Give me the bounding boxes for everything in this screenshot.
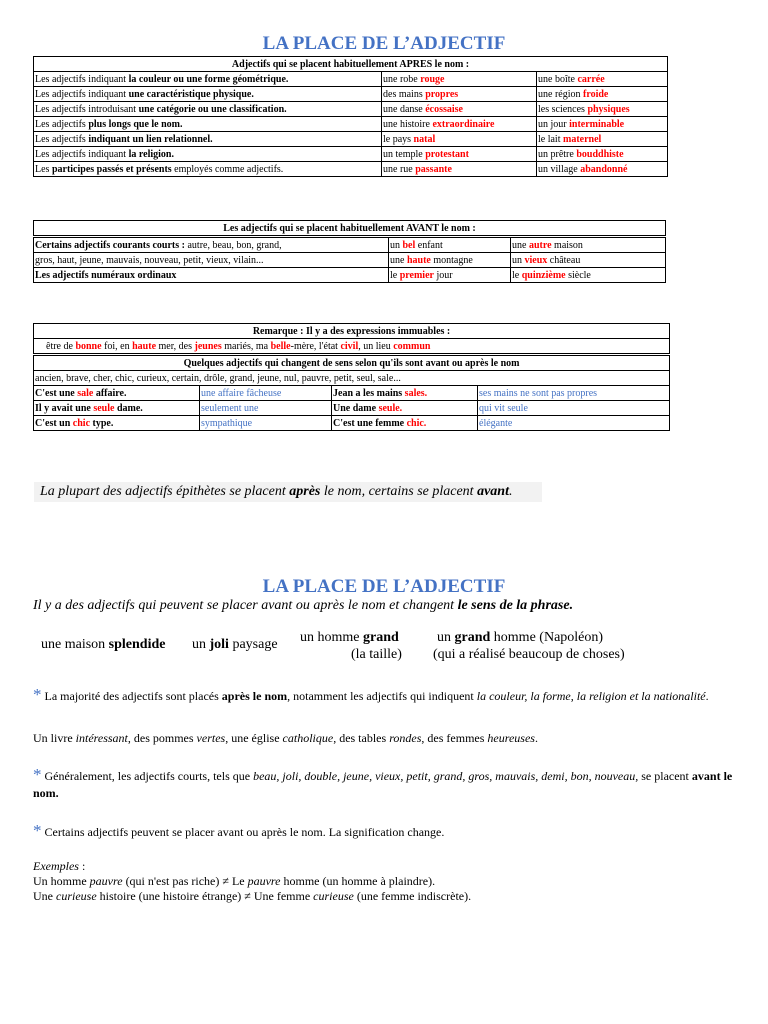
example-cell: [389, 253, 511, 268]
table-row: [34, 162, 668, 177]
example-cell: [511, 237, 666, 253]
sentence-cell: [332, 386, 478, 401]
expr-text: foi, en: [101, 340, 133, 352]
note-bold: après: [289, 484, 321, 499]
table-row: [34, 371, 670, 386]
table-row: [34, 253, 666, 268]
expr-adjective: commun: [393, 340, 431, 352]
para-text: (une femme indiscrète).: [353, 889, 472, 903]
exemple-line-1: [33, 874, 738, 889]
example-noun: une boîte: [538, 73, 578, 85]
example-line: [300, 629, 402, 646]
table-apres: [33, 56, 668, 177]
table-row: [34, 416, 670, 431]
para-text: .: [534, 731, 538, 745]
example-maison: [41, 637, 165, 653]
example-noun: maison: [551, 239, 583, 251]
para-text: , notamment les adjectifs qui indiquent: [287, 689, 477, 703]
para-italic: pauvre: [89, 874, 123, 888]
para-italic: heureuses: [487, 731, 535, 745]
example-cell: [537, 102, 668, 117]
example-noun: un prêtre: [538, 148, 577, 160]
table-row: [34, 117, 668, 132]
example-gloss: (qui a réalisé beaucoup de choses): [433, 647, 625, 662]
meaning-cell: élégante: [478, 416, 670, 431]
rule-bold: Certains adjectifs courants courts :: [35, 239, 185, 251]
sentence-cell: [332, 416, 478, 431]
example-noun: une robe: [383, 73, 421, 85]
page-title-top: LA PLACE DE L’ADJECTIF: [262, 33, 506, 54]
table-row: [34, 401, 670, 416]
rule-cell: [34, 253, 389, 268]
expr-adjective: civil: [340, 340, 359, 352]
asterisk-icon: *: [33, 821, 42, 840]
rule-paragraph-3: [33, 822, 738, 841]
para-text: histoire (une histoire étrange) ≠ Une femme: [96, 889, 314, 903]
exemples-block: [33, 859, 738, 904]
para-text: , une église: [225, 731, 283, 745]
example-noun: une région: [538, 88, 583, 100]
rule-bold: plus longs que le nom.: [88, 118, 183, 130]
expr-adjective: belle: [270, 340, 291, 352]
example-adjective: natal: [413, 133, 436, 145]
table-header: Les adjectifs qui se placent habituellement AVANT le nom :: [34, 221, 666, 237]
example-cell: [511, 253, 666, 268]
example-adjective: physiques: [587, 103, 630, 115]
sentence-text: affaire.: [93, 387, 127, 399]
para-bold: après le nom: [221, 689, 288, 703]
expressions-cell: [34, 339, 670, 355]
example-noun: un village: [538, 163, 581, 175]
table-row: [34, 268, 666, 283]
expr-adjective: haute: [132, 340, 157, 352]
example-noun: jour: [433, 269, 453, 281]
para-italic: pauvre: [247, 874, 281, 888]
para-text: Un homme: [33, 874, 90, 888]
rule-text: Les adjectifs indiquant: [35, 148, 129, 160]
example-article: un: [390, 239, 403, 251]
intro-text: Il y a des adjectifs qui peuvent se placer avant ou après le nom et changent: [33, 598, 458, 613]
para-text: , des tables: [333, 731, 390, 745]
example-adjective: carrée: [577, 73, 605, 85]
para-text: , des pommes: [127, 731, 197, 745]
table-remarque: [33, 323, 670, 431]
table-header-row: [34, 355, 670, 371]
rule-text: Les adjectifs indiquant: [35, 73, 129, 85]
rule-cell: [34, 87, 382, 102]
example-adjective: abandonné: [580, 163, 628, 175]
asterisk-icon: *: [33, 765, 42, 784]
example-noun: les sciences: [538, 103, 588, 115]
example-text: un homme: [300, 630, 363, 645]
para-italic: curieuse: [56, 889, 97, 903]
example-cell: [382, 102, 537, 117]
sens-list: ancien, brave, cher, chic, curieux, certain, drôle, grand, jeune, nul, pauvre, petit, seul, sale...: [34, 371, 670, 386]
sentence-cell: [34, 386, 200, 401]
intro-sentence: [33, 598, 573, 614]
para-text: .: [705, 689, 709, 703]
expr-text: , un lieu: [358, 340, 394, 352]
example-article: un: [512, 254, 525, 266]
example-noun: un jour: [538, 118, 570, 130]
example-line: [433, 629, 625, 646]
para-italic: curieuse: [313, 889, 354, 903]
example-adjective: autre: [528, 239, 552, 251]
intro-bold: le sens de la phrase.: [457, 598, 574, 613]
rule-text: autre, beau, bon, grand,: [184, 239, 282, 251]
table-row: [34, 237, 666, 253]
table-row: [34, 339, 670, 355]
example-adjective: rouge: [420, 73, 445, 85]
example-adjective: propres: [425, 88, 459, 100]
example-text: paysage: [228, 637, 278, 652]
sentence-adjective: sale: [77, 387, 94, 399]
expr-text: mer, des: [156, 340, 195, 352]
example-homme-grand: [300, 629, 402, 663]
note-text: le nom, certains se placent: [320, 484, 478, 499]
sentence-cell: [332, 401, 478, 416]
rule-text-end: employés comme adjectifs.: [171, 163, 284, 175]
sentence-text: dame.: [114, 402, 143, 414]
rule-paragraph-2: [33, 766, 738, 802]
para-text: se placent: [638, 769, 692, 783]
example-adjective: passante: [415, 163, 452, 175]
rule-cell: [34, 132, 382, 147]
example-noun: le lait: [538, 133, 563, 145]
example-cell: [382, 162, 537, 177]
para-italic: beau, joli, double, jeune, vieux, petit, grand, gros, mauvais, demi, bon, nouveau,: [253, 769, 639, 783]
sentence-cell: [34, 401, 200, 416]
example-adjective: protestant: [425, 148, 469, 160]
example-cell: [389, 237, 511, 253]
sentence-adjective: chic.: [406, 417, 427, 429]
para-text: homme (un homme à plaindre).: [280, 874, 436, 888]
para-text: Certains adjectifs peuvent se placer avant ou après le nom. La signification change.: [41, 825, 445, 839]
expr-text: mariés, ma: [221, 340, 271, 352]
sentence-text: Jean a les mains: [333, 387, 405, 399]
sentence-adjective: sales.: [404, 387, 428, 399]
example-adjective: froide: [583, 88, 609, 100]
sentence-text: Une dame: [333, 402, 379, 414]
rule-bold: Les adjectifs numéraux ordinaux: [35, 269, 177, 281]
para-text: Généralement, les adjectifs courts, tels que: [41, 769, 254, 783]
example-cell: [537, 87, 668, 102]
example-text: homme (Napoléon): [490, 630, 604, 645]
meaning-cell: qui vit seule: [478, 401, 670, 416]
rule-bold: indiquant un lien relationnel.: [88, 133, 213, 145]
example-noun: des mains: [383, 88, 426, 100]
example-paysage: [192, 637, 278, 653]
example-cell: [382, 117, 537, 132]
exemples-label: Exemples: [33, 859, 79, 873]
expr-adjective: jeunes: [194, 340, 222, 352]
table-avant: [33, 220, 666, 283]
table-row: [34, 72, 668, 87]
rule-text: gros, haut, jeune, mauvais, nouveau, petit, vieux, vilain...: [35, 254, 264, 266]
example-bold: splendide: [108, 637, 166, 652]
meaning-cell: sympathique: [200, 416, 332, 431]
para-text: Un livre: [33, 731, 76, 745]
example-cell: [382, 132, 537, 147]
example-gloss: (la taille): [351, 647, 402, 662]
rule-1-example: [33, 730, 738, 747]
exemples-colon: :: [78, 859, 86, 873]
table-row: [34, 147, 668, 162]
example-adjective: premier: [399, 269, 434, 281]
rule-text: Les adjectifs introduisant: [35, 103, 139, 115]
example-article: une: [390, 254, 407, 266]
rule-bold: participes passés et présents: [51, 163, 172, 175]
example-bold: joli: [209, 637, 229, 652]
example-grand-homme: [433, 629, 625, 663]
para-italic: vertes: [196, 731, 226, 745]
para-text: La majorité des adjectifs sont placés: [41, 689, 222, 703]
example-bold: grand: [454, 630, 491, 645]
sentence-text: Il y avait une: [35, 402, 94, 414]
para-italic: rondes: [389, 731, 422, 745]
sentence-text: type.: [90, 417, 114, 429]
sentence-cell: [34, 416, 200, 431]
rule-cell: [34, 162, 382, 177]
example-adjective: maternel: [563, 133, 602, 145]
rule-text: Les adjectifs indiquant: [35, 88, 129, 100]
expr-adjective: bonne: [75, 340, 102, 352]
rule-text: Les: [35, 163, 52, 175]
exemples-label-line: [33, 859, 738, 874]
meaning-cell: ses mains ne sont pas propres: [478, 386, 670, 401]
para-text: Une: [33, 889, 56, 903]
example-noun: une danse: [383, 103, 426, 115]
example-bold: grand: [363, 630, 399, 645]
sentence-adjective: seule: [93, 402, 115, 414]
rule-cell: [34, 102, 382, 117]
example-adjective: écossaise: [425, 103, 463, 115]
rule-cell: [34, 72, 382, 87]
example-adjective: bouddhiste: [576, 148, 624, 160]
example-noun: château: [547, 254, 581, 266]
para-italic: catholique: [282, 731, 334, 745]
example-cell: [511, 268, 666, 283]
example-article: une: [512, 239, 529, 251]
example-text: un: [192, 637, 210, 652]
rule-text: Les adjectifs: [35, 118, 89, 130]
exemple-line-2: [33, 889, 738, 904]
para-text: , des femmes: [421, 731, 488, 745]
rule-bold: une catégorie ou une classification.: [138, 103, 287, 115]
rule-cell: [34, 268, 389, 283]
example-noun: siècle: [565, 269, 591, 281]
rule-cell: [34, 147, 382, 162]
example-cell: [382, 147, 537, 162]
table-header-row: [34, 57, 668, 72]
sentence-text: C'est une femme: [333, 417, 407, 429]
example-adjective: bel: [402, 239, 416, 251]
rule-bold: la couleur ou une forme géométrique.: [128, 73, 289, 85]
page-title-bottom: LA PLACE DE L’ADJECTIF: [262, 576, 506, 597]
sens-header: Quelques adjectifs qui changent de sens selon qu'ils sont avant ou après le nom: [34, 355, 670, 371]
example-article: le: [512, 269, 522, 281]
rule-cell: [34, 237, 389, 253]
example-noun: un temple: [383, 148, 426, 160]
example-cell: [537, 147, 668, 162]
asterisk-icon: *: [33, 685, 42, 704]
sentence-adjective: seule.: [378, 402, 403, 414]
expr-text: -mère, l'état: [290, 340, 341, 352]
meaning-cell: seulement une: [200, 401, 332, 416]
para-bold: avant le nom.: [33, 769, 733, 800]
sentence-text: C'est une: [35, 387, 78, 399]
table-row: [34, 87, 668, 102]
rule-bold: une caractéristique physique.: [128, 88, 254, 100]
example-noun: le pays: [383, 133, 414, 145]
remarque-header: Remarque : Il y a des expressions immuables :: [34, 324, 670, 339]
expr-text: être de: [46, 340, 76, 352]
example-noun: une rue: [383, 163, 416, 175]
meaning-cell: une affaire fâcheuse: [200, 386, 332, 401]
example-text: un: [437, 630, 455, 645]
note-text: La plupart des adjectifs épithètes se placent: [40, 484, 290, 499]
sentence-adjective: chic: [72, 417, 91, 429]
example-cell: [537, 162, 668, 177]
example-adjective: vieux: [524, 254, 548, 266]
example-adjective: extraordinaire: [432, 118, 495, 130]
table-row: [34, 386, 670, 401]
example-cell: [537, 72, 668, 87]
example-cell: [537, 132, 668, 147]
table-header-row: [34, 221, 666, 237]
table-row: [34, 132, 668, 147]
sentence-text: C'est un: [35, 417, 73, 429]
note-text: .: [508, 484, 513, 499]
example-adjective: interminable: [569, 118, 625, 130]
rule-cell: [34, 117, 382, 132]
example-adjective: quinzième: [521, 269, 566, 281]
table-header-row: [34, 324, 670, 339]
example-noun: enfant: [415, 239, 443, 251]
note-bold: avant: [477, 484, 509, 499]
para-text: (qui n'est pas riche) ≠ Le: [122, 874, 248, 888]
table-row: [34, 102, 668, 117]
example-adjective: haute: [406, 254, 431, 266]
example-cell: [389, 268, 511, 283]
example-cell: [382, 87, 537, 102]
rule-text: Les adjectifs: [35, 133, 89, 145]
example-article: le: [390, 269, 400, 281]
example-cell: [537, 117, 668, 132]
rule-bold: la religion.: [128, 148, 174, 160]
example-noun: une histoire: [383, 118, 433, 130]
para-italic: intéressant: [75, 731, 128, 745]
epithete-note: [34, 482, 542, 502]
example-text: une maison: [41, 637, 109, 652]
example-noun: montagne: [430, 254, 473, 266]
rule-paragraph-1: [33, 686, 738, 705]
example-cell: [382, 72, 537, 87]
table-header: Adjectifs qui se placent habituellement APRES le nom :: [34, 57, 668, 72]
para-italic: la couleur, la forme, la religion et la nationalité: [476, 689, 706, 703]
